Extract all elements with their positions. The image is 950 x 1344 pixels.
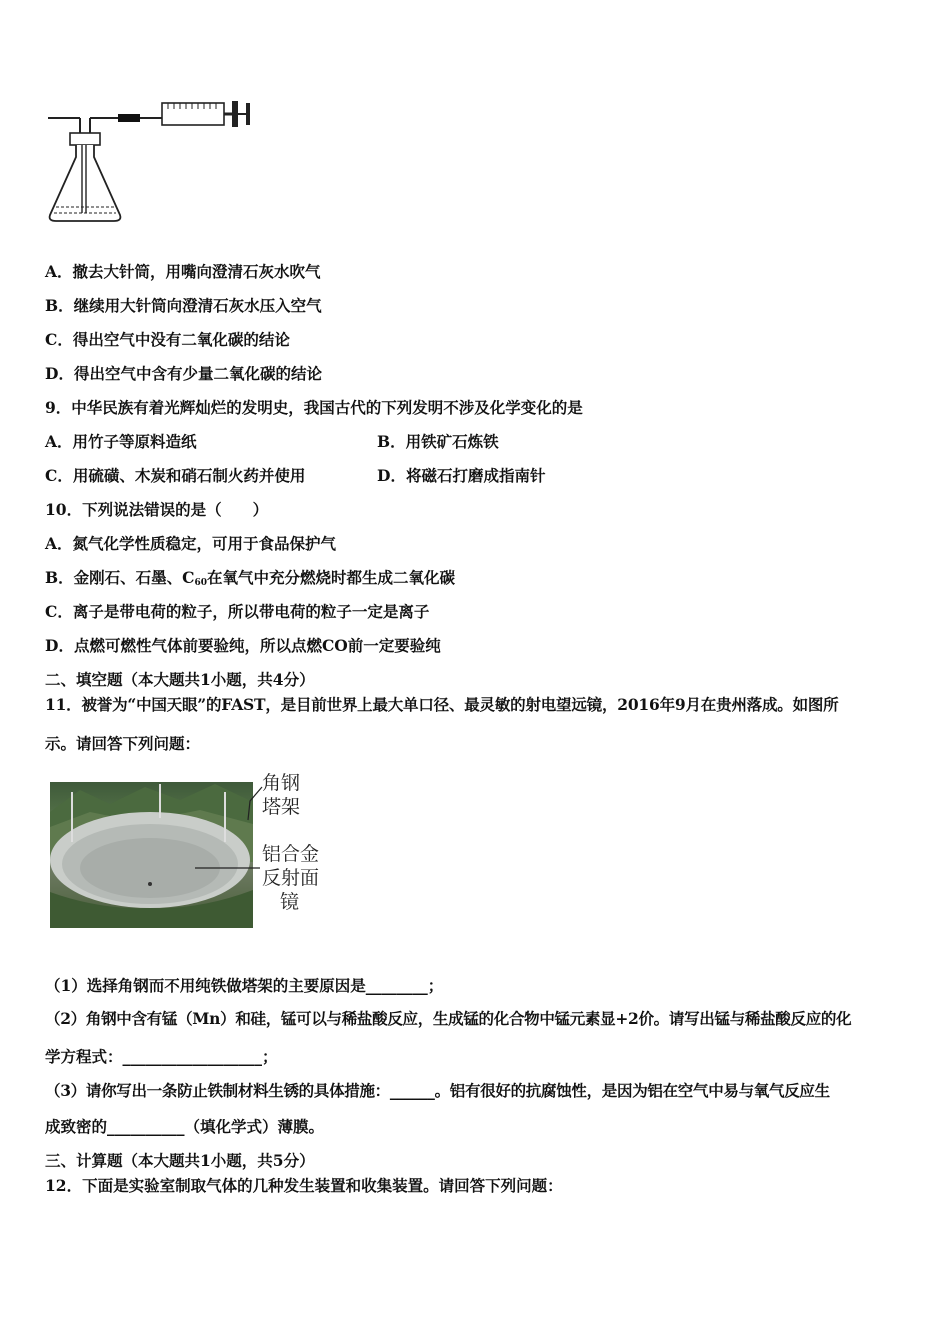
q10-option-d: D．点燃可燃性气体前要验纯，所以点燃CO前一定要验纯 xyxy=(45,636,441,655)
q9-options-row1 xyxy=(45,432,499,452)
flask-syringe-apparatus-figure xyxy=(40,95,255,230)
q11-stem-line2: 示。请回答下列问题： xyxy=(45,734,201,753)
q9-stem: 9．中华民族有着光辉灿烂的发明史，我国古代的下列发明不涉及化学变化的是 xyxy=(45,398,583,417)
q11-part2-line1: （2）角钢中含有锰（Mn）和硅，锰可以与稀盐酸反应，生成锰的化合物中锰元素显+2价。请写出锰与稀盐酸反应的化 xyxy=(45,1009,852,1028)
label-reflector: 反射面 xyxy=(262,867,320,889)
q12-stem: 12．下面是实验室制取气体的几种发生装置和收集装置。请回答下列问题： xyxy=(45,1176,563,1195)
q10-option-b xyxy=(45,568,455,593)
q9-option-c: C．用硫磺、木炭和硝石制火药并使用 xyxy=(45,466,306,485)
q11-part3-line1: （3）请你写出一条防止铁制材料生锈的具体措施：______。铝有很好的抗腐蚀性，是因为铝在空气中易与氧气反应生 xyxy=(45,1081,830,1100)
q10-option-b-post: 在氧气中充分燃烧时都生成二氧化碳 xyxy=(206,568,455,587)
q9-options-row2 xyxy=(45,466,546,486)
section-3-heading: 三、计算题（本大题共1小题，共5分） xyxy=(45,1151,315,1170)
section-2-heading: 二、填空题（本大题共1小题，共4分） xyxy=(45,670,315,689)
q9-option-b: B．用铁矿石炼铁 xyxy=(377,432,499,451)
q11-stem-line1: 11．被誉为“中国天眼”的FAST，是目前世界上最大单口径、最灵敏的射电望远镜，2016年9月在贵州落成。如图所 xyxy=(45,695,839,714)
q8-option-d: D．得出空气中含有少量二氧化碳的结论 xyxy=(45,364,322,383)
label-tower: 塔架 xyxy=(262,796,301,818)
q8-option-c: C．得出空气中没有二氧化碳的结论 xyxy=(45,330,290,349)
label-angle-steel: 角钢 xyxy=(262,772,301,794)
q10-option-c: C．离子是带电荷的粒子，所以带电荷的粒子一定是离子 xyxy=(45,602,430,621)
label-mirror: 镜 xyxy=(280,891,300,913)
q9-option-a: A．用竹子等原料造纸 xyxy=(45,432,197,451)
q8-option-b: B．继续用大针筒向澄清石灰水压入空气 xyxy=(45,296,322,315)
figure-leader-lines xyxy=(190,775,270,885)
q11-part3-line2: 成致密的__________（填化学式）薄膜。 xyxy=(45,1117,325,1136)
q10-option-b-pre: B．金刚石、石墨、C xyxy=(45,568,195,587)
label-aluminum-alloy: 铝合金 xyxy=(262,843,320,865)
q9-option-d: D．将磁石打磨成指南针 xyxy=(377,466,546,485)
q8-option-a: A．撤去大针筒，用嘴向澄清石灰水吹气 xyxy=(45,262,321,281)
q10-option-a: A．氮气化学性质稳定，可用于食品保护气 xyxy=(45,534,337,553)
q10-option-b-subscript: 60 xyxy=(194,578,207,588)
q10-stem: 10．下列说法错误的是（ ） xyxy=(45,500,269,519)
q11-part1: （1）选择角钢而不用纯铁做塔架的主要原因是________； xyxy=(45,976,444,995)
q11-part2-line2: 学方程式：__________________； xyxy=(45,1047,278,1066)
